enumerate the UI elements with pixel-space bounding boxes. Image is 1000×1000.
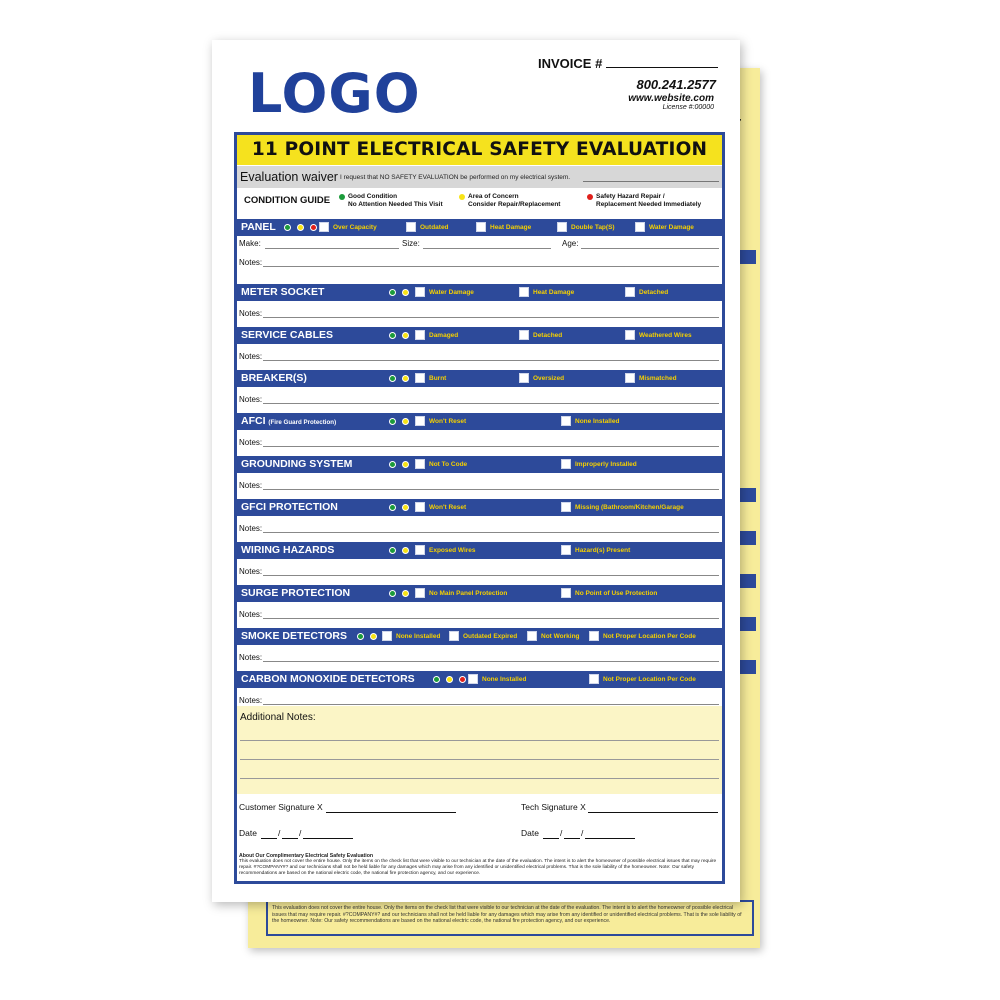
option-checkbox[interactable]	[589, 631, 599, 641]
option-checkbox[interactable]	[415, 502, 425, 512]
notes-row	[237, 433, 722, 451]
notes-label: Notes:	[239, 438, 263, 447]
option-label: None Installed	[482, 676, 527, 683]
about-disclaimer	[239, 853, 719, 877]
notes-line[interactable]	[263, 618, 719, 619]
green-condition-dot-icon[interactable]	[389, 590, 396, 597]
guide-concern: Area of Concern Consider Repair/Replacement	[468, 193, 561, 208]
notes-line[interactable]	[263, 575, 719, 576]
section-header	[237, 456, 722, 473]
notes-line[interactable]	[263, 661, 719, 662]
section-title: METER SOCKET	[241, 286, 325, 298]
option-checkbox[interactable]	[519, 373, 529, 383]
section-title: SERVICE CABLES	[241, 329, 333, 341]
red-condition-dot-icon[interactable]	[459, 676, 466, 683]
option-label: Won't Reset	[429, 418, 467, 425]
option-checkbox[interactable]	[557, 222, 567, 232]
additional-notes-line[interactable]	[240, 778, 719, 779]
customer-date-label: Date	[239, 828, 257, 838]
yellow-condition-dot-icon[interactable]	[402, 590, 409, 597]
green-condition-dot-icon[interactable]	[389, 289, 396, 296]
notes-line[interactable]	[263, 360, 719, 361]
option-checkbox[interactable]	[476, 222, 486, 232]
notes-label: Notes:	[239, 395, 263, 404]
size-line[interactable]	[423, 248, 551, 249]
notes-row	[237, 304, 722, 322]
about-text: This evaluation does not cover the entire house. Only the items on the check list that were visible to our technician at the date of the evaluation. The intent is to alert the homeowner of possible electrical issues that may require repair. #?COMPANY#? and our technicians shall not be held liable for any damages which may arise from any identified or unidentified electrical problems. That is the sole liability of the homeowner. Note: Our safety recommendations are based on the national electric code, the national fire protection agency, and our experience.	[239, 859, 717, 876]
green-condition-dot-icon[interactable]	[389, 418, 396, 425]
section-header	[237, 542, 722, 559]
option-label: Double Tap(S)	[571, 224, 615, 231]
age-line[interactable]	[581, 248, 719, 249]
yellow-condition-dot-icon[interactable]	[402, 461, 409, 468]
section-title: SMOKE DETECTORS	[241, 630, 347, 642]
notes-line[interactable]	[263, 317, 719, 318]
section-title: WIRING HAZARDS	[241, 544, 335, 556]
option-label: None Installed	[575, 418, 620, 425]
section-title: AFCI (Fire Guard Protection)	[241, 415, 337, 427]
option-checkbox[interactable]	[415, 416, 425, 426]
notes-label: Notes:	[239, 610, 263, 619]
option-checkbox[interactable]	[561, 416, 571, 426]
option-label: Detached	[639, 289, 669, 296]
notes-line[interactable]	[263, 532, 719, 533]
customer-date-day[interactable]	[282, 838, 298, 839]
section-header	[237, 628, 722, 645]
option-label: No Main Panel Protection	[429, 590, 508, 597]
section-title: BREAKER(S)	[241, 372, 307, 384]
green-condition-dot-icon[interactable]	[389, 461, 396, 468]
option-label: Hazard(s) Present	[575, 547, 631, 554]
company-logo: LOGO	[248, 62, 421, 125]
option-checkbox[interactable]	[635, 222, 645, 232]
yellow-condition-dot-icon[interactable]	[370, 633, 377, 640]
section-title: SURGE PROTECTION	[241, 587, 351, 599]
section-title: CARBON MONOXIDE DETECTORS	[241, 673, 415, 685]
green-condition-dot-icon[interactable]	[389, 332, 396, 339]
option-label: Weathered Wires	[639, 332, 692, 339]
yellow-condition-dot-icon[interactable]	[402, 418, 409, 425]
section-header	[237, 370, 722, 387]
notes-line[interactable]	[263, 403, 719, 404]
section-header	[237, 284, 722, 301]
license-number: License #:00000	[662, 104, 714, 111]
notes-line[interactable]	[263, 489, 719, 490]
option-checkbox[interactable]	[468, 674, 478, 684]
customer-signature-label: Customer Signature X	[239, 802, 323, 812]
invoice-label: INVOICE #	[538, 56, 603, 71]
tech-date-day[interactable]	[564, 838, 580, 839]
option-label: Exposed Wires	[429, 547, 476, 554]
option-checkbox[interactable]	[415, 287, 425, 297]
make-line[interactable]	[265, 248, 399, 249]
additional-notes-line[interactable]	[240, 740, 719, 741]
option-checkbox[interactable]	[519, 287, 529, 297]
notes-label: Notes:	[239, 309, 263, 318]
option-checkbox[interactable]	[625, 330, 635, 340]
option-checkbox[interactable]	[415, 330, 425, 340]
waiver-signature-line[interactable]	[583, 181, 719, 182]
option-checkbox[interactable]	[589, 674, 599, 684]
option-checkbox[interactable]	[625, 373, 635, 383]
option-checkbox[interactable]	[382, 631, 392, 641]
option-label: Over Capacity	[333, 224, 377, 231]
waiver-title: Evaluation waiver	[240, 170, 338, 184]
option-label: Not Proper Location Per Code	[603, 633, 696, 640]
option-label: Water Damage	[429, 289, 474, 296]
notes-row	[237, 519, 722, 537]
option-checkbox[interactable]	[625, 287, 635, 297]
notes-row	[237, 648, 722, 666]
condition-guide-title: CONDITION GUIDE	[244, 195, 331, 206]
section-header	[237, 413, 722, 430]
yellow-condition-dot-icon[interactable]	[402, 504, 409, 511]
option-label: Heat Damage	[490, 224, 532, 231]
option-label: Detached	[533, 332, 563, 339]
yellow-condition-dot-icon[interactable]	[402, 375, 409, 382]
option-checkbox[interactable]	[319, 222, 329, 232]
notes-row	[237, 253, 722, 271]
notes-row	[237, 605, 722, 623]
condition-guide	[237, 189, 722, 215]
tech-date-label: Date	[521, 828, 539, 838]
notes-row	[237, 476, 722, 494]
option-checkbox[interactable]	[415, 588, 425, 598]
option-checkbox[interactable]	[415, 373, 425, 383]
notes-line[interactable]	[263, 704, 719, 705]
option-checkbox[interactable]	[561, 459, 571, 469]
tech-signature-line[interactable]	[588, 812, 718, 813]
option-checkbox[interactable]	[449, 631, 459, 641]
yellow-condition-dot-icon[interactable]	[402, 332, 409, 339]
section-header	[237, 671, 722, 688]
age-label: Age:	[562, 239, 579, 248]
option-label: Burnt	[429, 375, 447, 382]
section-header	[237, 499, 722, 516]
green-condition-dot-icon[interactable]	[389, 375, 396, 382]
notes-line[interactable]	[263, 446, 719, 447]
option-checkbox[interactable]	[527, 631, 537, 641]
notes-label: Notes:	[239, 696, 263, 705]
guide-good: Good Condition No Attention Needed This Visit	[348, 193, 443, 208]
option-checkbox[interactable]	[561, 588, 571, 598]
evaluation-form-sheet	[212, 40, 740, 902]
option-checkbox[interactable]	[519, 330, 529, 340]
evaluation-waiver	[237, 166, 722, 188]
option-label: Not Working	[541, 633, 580, 640]
notes-label: Notes:	[239, 352, 263, 361]
option-label: Mismatched	[639, 375, 677, 382]
additional-notes[interactable]	[237, 706, 722, 794]
panel-details-row	[237, 237, 722, 251]
notes-label: Notes:	[239, 524, 263, 533]
yellow-condition-dot-icon[interactable]	[446, 676, 453, 683]
option-label: Outdated	[420, 224, 449, 231]
option-checkbox[interactable]	[561, 545, 571, 555]
invoice-line[interactable]	[606, 58, 718, 68]
option-label: None Installed	[396, 633, 441, 640]
customer-signature-line[interactable]	[326, 812, 456, 813]
section-header	[237, 219, 722, 236]
customer-date-month[interactable]	[261, 838, 277, 839]
yellow-condition-dot-icon[interactable]	[297, 224, 304, 231]
invoice-number-field[interactable]	[538, 56, 718, 71]
tech-signature-label: Tech Signature X	[521, 802, 586, 812]
about-title: About Our Complimentary Electrical Safety Evaluation	[239, 853, 374, 859]
option-label: Not To Code	[429, 461, 468, 468]
option-label: Damaged	[429, 332, 459, 339]
green-condition-dot-icon[interactable]	[389, 547, 396, 554]
option-label: No Point of Use Protection	[575, 590, 658, 597]
red-condition-dot-icon[interactable]	[310, 224, 317, 231]
section-header	[237, 327, 722, 344]
green-condition-dot-icon[interactable]	[284, 224, 291, 231]
waiver-text: I request that NO SAFETY EVALUATION be performed on my electrical system.	[340, 174, 571, 181]
make-label: Make:	[239, 239, 261, 248]
option-checkbox[interactable]	[415, 459, 425, 469]
option-label: Outdated Expired	[463, 633, 518, 640]
tech-date-year[interactable]	[585, 838, 635, 839]
guide-hazard: Safety Hazard Repair / Replacement Needed Immediately	[596, 193, 702, 208]
yellow-condition-dot-icon[interactable]	[402, 289, 409, 296]
size-label: Size:	[402, 239, 420, 248]
section-title: GFCI PROTECTION	[241, 501, 338, 513]
option-label: Oversized	[533, 375, 565, 382]
green-condition-dot-icon[interactable]	[433, 676, 440, 683]
option-checkbox[interactable]	[415, 545, 425, 555]
website: www.website.com	[628, 93, 714, 104]
section-subtitle: (Fire Guard Protection)	[268, 419, 337, 426]
notes-label: Notes:	[239, 258, 263, 267]
phone-number: 800.241.2577	[636, 77, 716, 92]
notes-label: Notes:	[239, 567, 263, 576]
form-frame: 11 POINT ELECTRICAL SAFETY EVALUATION Evaluation waiver I request that NO SAFETY EVALUATION be performed on my electrical system. CONDITION GUIDE Good Condition No Attention Needed This Visit Area of Concern Consider Repair/Replacement Safety Hazard Repair / Replacement Needed Immediately PANEL Over Capacity Outdated Heat Damage Double Tap(S) Water Damage Notes: METER SOCKET Water Damage Heat Damage Detached Notes: SERVICE CABLES Damaged Detached Weathered Wires Notes: BREAKER(S) Burnt Oversized Mismatched Notes: AFCI (Fire Guard Protection) Won't Reset None Installed Notes: GROUNDING SYSTEM Not To Code Improperly Installed Notes: GFCI PROTECTION Won't Reset Missing (Bathroom/Kitchen/Garage Notes: WIRING HAZARDS Exposed Wires Hazard(s) Present Notes: SURGE PROTECTION No Main Panel Protection No Point of Use Protection Notes: SMOKE DETECTORS None Installed Outdated Expired Not Working Not Proper Location Per Code Notes: CARBON MONOXIDE DETECTORS None Installed Not Proper Location Per Code Notes: Make: Size: Age: Additional Notes: Customer Signature X Tech Signature X Date / / Date / / About Our Complimentary Electrical Safety Evaluation This evaluation does not cover the entire house. Only the items on the check list that were visible to our technician at the date of the evaluation. The intent is to alert the homeowner of possible electrical issues that may require repair. #?COMPANY#? and our technicians shall not be held liable for any damages which may arise from any identified or unidentified electrical problems. That is the sole liability of the homeowner. Note: Our safety recommendations are based on the national electric code, the national fire protection agency, and our experience.	[234, 132, 725, 884]
option-checkbox[interactable]	[561, 502, 571, 512]
tech-date-month[interactable]	[543, 838, 559, 839]
notes-row	[237, 347, 722, 365]
notes-label: Notes:	[239, 653, 263, 662]
option-label: Not Proper Location Per Code	[603, 676, 696, 683]
green-condition-dot-icon[interactable]	[389, 504, 396, 511]
customer-date-year[interactable]	[303, 838, 353, 839]
section-header	[237, 585, 722, 602]
option-label: Won't Reset	[429, 504, 467, 511]
option-label: Missing (Bathroom/Kitchen/Garage	[575, 504, 684, 511]
notes-row	[237, 562, 722, 580]
option-checkbox[interactable]	[406, 222, 416, 232]
section-title: PANEL	[241, 221, 276, 233]
copy-disclaimer: This evaluation does not cover the entire house. Only the items on the check list that were visible to our technician at the date of the evaluation. The intent is to alert the homeowner of possible electrical issues that may require repair. #?COMPANY#? and our technicians shall not be held liable for any damages which may arise from any identified or unidentified electrical problems. That is the sole liability of the homeowner. Note: Our safety recommendations are based on the national electric code, the national fire protection agency, and our experience.	[266, 900, 754, 936]
option-label: Improperly Installed	[575, 461, 637, 468]
additional-notes-label: Additional Notes:	[240, 712, 316, 723]
option-label: Heat Damage	[533, 289, 575, 296]
notes-row	[237, 390, 722, 408]
section-title: GROUNDING SYSTEM	[241, 458, 353, 470]
option-label: Water Damage	[649, 224, 694, 231]
green-condition-dot-icon[interactable]	[357, 633, 364, 640]
form-title: 11 POINT ELECTRICAL SAFETY EVALUATION	[237, 135, 722, 165]
notes-line[interactable]	[263, 266, 719, 267]
red-dot-icon	[587, 194, 593, 200]
notes-label: Notes:	[239, 481, 263, 490]
yellow-condition-dot-icon[interactable]	[402, 547, 409, 554]
additional-notes-line[interactable]	[240, 759, 719, 760]
yellow-dot-icon	[459, 194, 465, 200]
green-dot-icon	[339, 194, 345, 200]
